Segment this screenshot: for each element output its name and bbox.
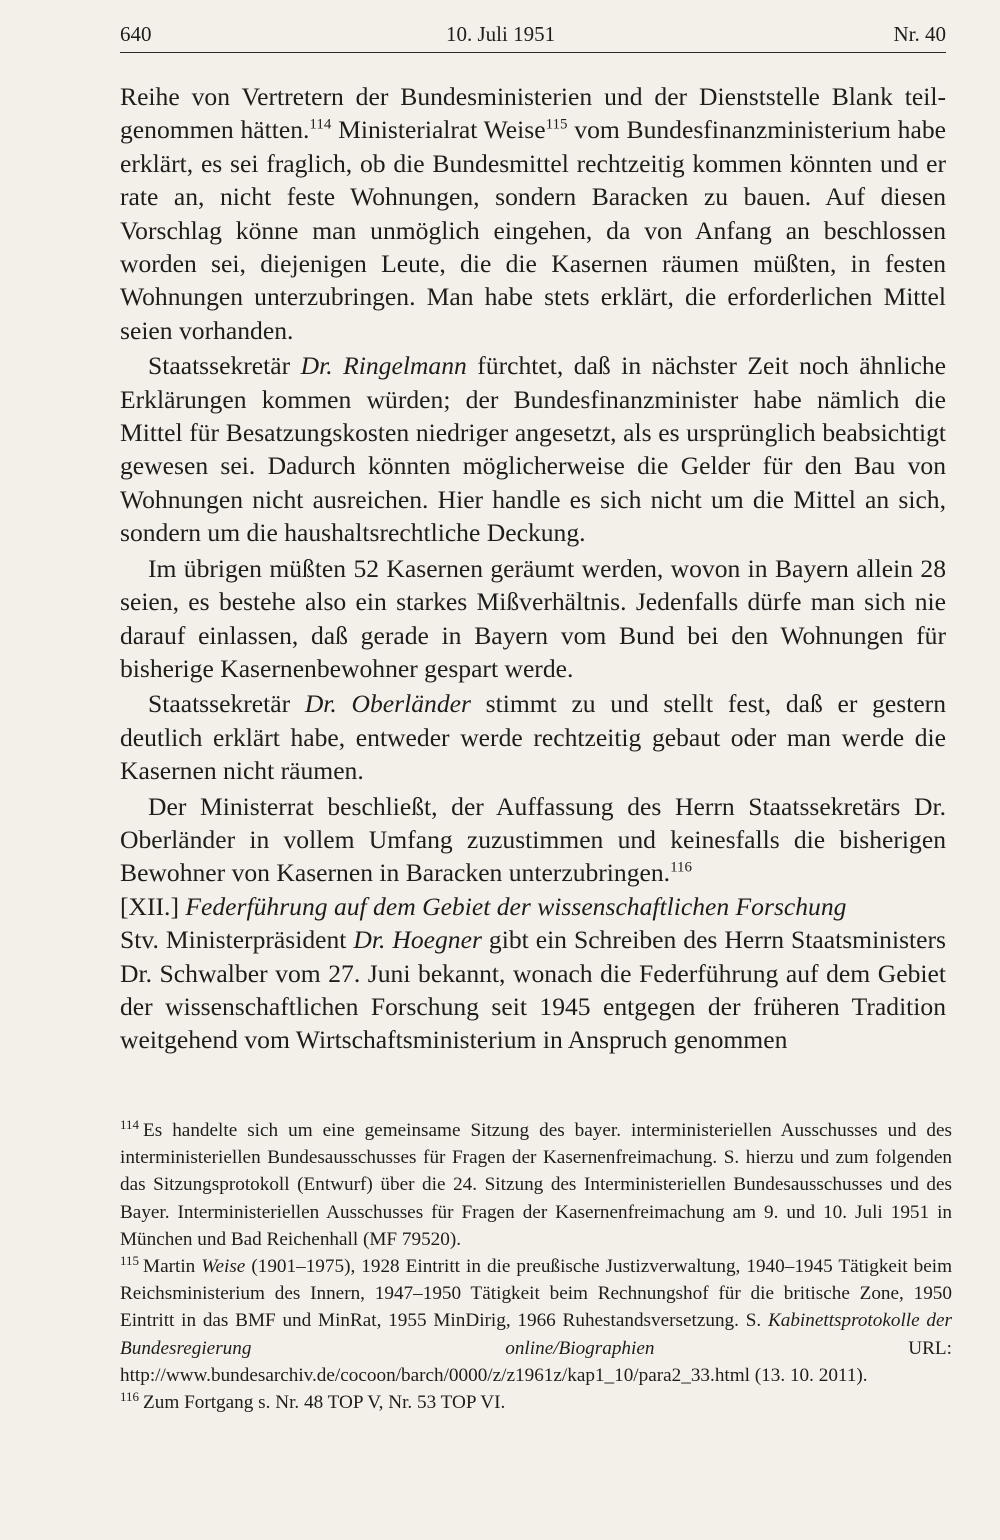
paragraph: Stv. Ministerpräsident Dr. Hoegner gibt ein Schreiben des Herrn Staatsministers Dr. Schwalber vom 27. Juni bekannt, wonach die Federführung auf dem Gebiet der wissenschaftlichen Forschung seit 1945 entgegen der früheren Tradition weitgehend vom Wirtschaftsministerium in Anspruch genommen [120, 925, 947, 1055]
footnote: $^{116}$ Zum Fortgang s. Nr. 48 TOP V, Nr. 53 TOP VI. [120, 1388, 506, 1414]
running-header [120, 18, 946, 53]
main-text [120, 80, 946, 1057]
footnote-number: 114 [120, 1116, 140, 1132]
paragraph: Staatssekretär Dr. Ringelmann fürchtet, daß in nächster Zeit noch ähnliche Erklärungen kommen würden; der Bundesfinanzminister habe nämlich die Mittel für Besatzungskosten niedriger angesetzt, als es ursprünglich beabsichtigt gewesen sei. Dadurch könnten möglicherweise die Gelder für den Bau von Wohnungen nicht ausreichen. Hier handle es sich nicht um die Mittel an sich, sondern um die haushaltsrechtliche Deckung. [120, 351, 946, 548]
header-issue-number: Nr. 40 [893, 22, 946, 46]
header-date: 10. Juli 1951 [446, 22, 556, 46]
paragraph: Der Ministerrat beschließt, der Auffassung des Herrn Staatssekretärs Dr. Oberländer in vollem Umfang zuzustimmen und keinesfalls die bisherigen Bewohner von Kasernen in Baracken unterzubringen.$^{116}$ [120, 791, 946, 888]
footnote-ref: 115 [545, 116, 568, 133]
section-heading [120, 890, 946, 923]
footnote-number: 116 [120, 1388, 140, 1404]
section-number: [XII.] [120, 891, 179, 921]
section-title: Federführung auf dem Gebiet der wissenschaftlichen Forschung [178, 891, 847, 921]
speaker-name: Dr. Hoegner [353, 925, 482, 955]
footnote-ref: 116 [670, 859, 693, 876]
footnote-number: 115 [120, 1252, 140, 1268]
footnote: $^{115}$ Martin Weise (1901–1975), 1928 Eintritt in die preußische Justizverwaltung, 1940–1945 Tätigkeit beim Reichsministerium des Innern, 1947–1950 Tätigkeit beim Rechnungshof für die britische Zone, 1950 Eintritt in das BMF und MinRat, 1955 MinDirig, 1966 Ruhestandsversetzung. S. Kabinettsprotokolle der Bundesregierung online/Biographien URL: http://www.bundesarchiv.de/cocoon/barch/0000/z/z1961z/kap1_10/para2_33.html (13. 10. 2011). [120, 1252, 952, 1386]
paragraph: Im übrigen müßten 52 Kasernen geräumt werden, wovon in Bayern allein 28 seien, es bestehe also ein starkes Mißverhältnis. Jedenfalls dürfe man sich nie darauf einlassen, daß gerade in Bayern vom Bund bei den Wohnungen für bisherige Kasernenbewohner gespart werde. [120, 553, 946, 683]
paragraph: Staatssekretär Dr. Oberländer stimmt zu und stellt fest, daß er gestern deutlich erklärt habe, entweder werde rechtzeitig gebaut oder man werde die Kasernen nicht räumen. [120, 689, 947, 786]
footnote: $^{114}$ Es handelte sich um eine gemeinsame Sitzung des bayer. interministeriellen Ausschusses und des interministeriellen Bundesausschusses für Fragen der Kasernenfreimachung. S. hierzu und zum folgenden das Sitzungsprotokoll (Entwurf) über die 24. Sitzung des Interministeriellen Bundesausschusses und des Bayer. Interministeriellen Ausschusses für Fragen der Kasernenfreimachung am 9. und 10. Juli 1951 in München und Bad Reichenhall (MF 79520). [120, 1116, 952, 1250]
speaker-name: Dr. Ringelmann [300, 351, 467, 381]
footnote-ref: 114 [309, 116, 332, 133]
paragraph: Reihe von Vertretern der Bundesministerien und der Dienststelle Blank teil-genommen hätten.$^{114}$ Ministerialrat Weise$^{115}$ vom Bundesfinanzministerium habe erklärt, es sei fraglich, ob die Bundesmittel rechtzeitig kommen könnten und er rate an, nicht feste Wohnungen, sondern Baracken zu bauen. Auf diesen Vorschlag könne man unmöglich eingehen, da von Anfang an beschlossen worden sei, diejenigen Leute, die die Kasernen räumen müßten, in festen Wohnungen unterzubringen. Man habe stets erklärt, die erforderlichen Mittel seien vorhanden. [120, 82, 946, 345]
speaker-name: Dr. Oberländer [304, 689, 471, 719]
footnotes [120, 1117, 952, 1416]
page-number: 640 [120, 22, 152, 46]
